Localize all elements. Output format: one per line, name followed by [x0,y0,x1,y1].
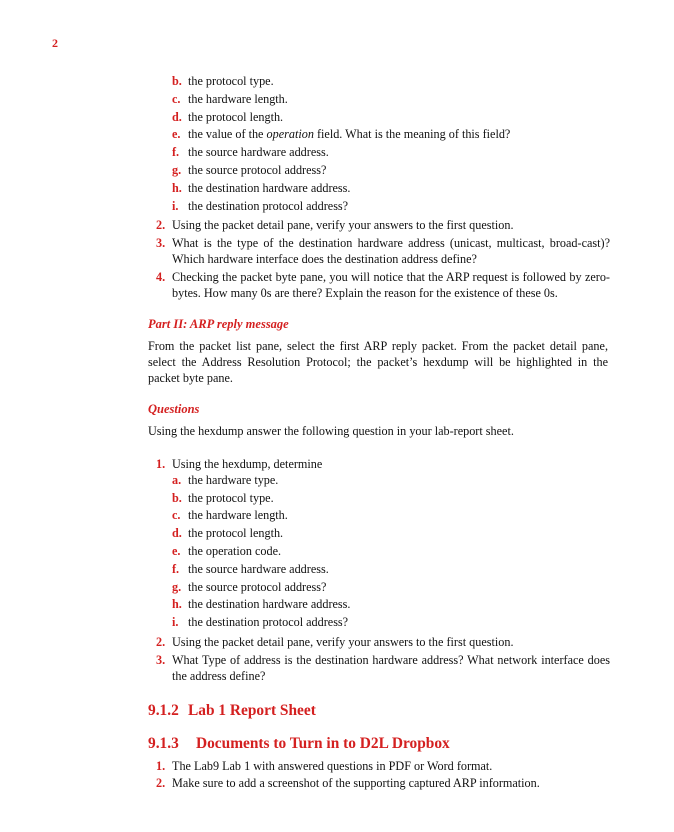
list-item [148,596,610,614]
item-label: 2. [156,218,166,233]
item-label: 1. [156,758,166,773]
item-label: a. [172,472,182,487]
numbered-item [148,652,610,684]
list-item [148,490,610,508]
item-text: the hardware length. [188,91,288,106]
section-title: Lab 1 Report Sheet [188,701,316,719]
section-title: Documents to Turn in to D2L Dropbox [196,734,450,752]
numbered-item [148,634,610,650]
item-text: the source hardware address. [188,561,329,576]
list-item [148,73,610,91]
item-label: 1. [156,456,166,471]
list-item [148,507,610,525]
item-text: Using the hexdump, determine [172,456,323,471]
numbered-item [148,217,610,233]
item-text: the destination hardware address. [188,597,351,612]
item-label: 2. [156,776,166,791]
item-label: h. [172,597,182,612]
item-text: the protocol type. [188,490,274,505]
part2-paragraph: From the packet list pane, select the first ARP reply packet. From the packet detail pane, select the Address Resolution Protocol; the packet’s hexdump will be highlighted in the packet byte pane. [148,338,608,385]
item-text: the source protocol address? [188,162,327,177]
item-label: 2. [156,634,166,649]
item-text-italic: operation [266,127,314,142]
numbered-item [148,235,610,267]
item-label: 4. [156,269,166,284]
questions-title: Questions [148,401,200,416]
section-heading-9-1-2 [148,701,610,721]
item-text: the destination protocol address? [188,198,349,213]
item-label: 3. [156,235,166,250]
item-text-pre: the value of the [188,127,267,142]
item-label: b. [172,490,182,505]
list-item [148,162,610,180]
item-text: Using the packet detail pane, verify your answers to the first question. [172,634,514,649]
section-number: 9.1.3 [148,734,179,752]
item-label: h. [172,180,182,195]
item-text: the protocol type. [188,74,274,88]
numbered-item [148,758,610,774]
item-text: Checking the packet byte pane, you will notice that the ARP request is followed by zero-bytes. How many 0s are there? Explain the reason for the existence of these 0s. [172,269,610,300]
item-text: What is the type of the destination hardware address (unicast, multicast, broad-cast)? Which hardware interface does the destination address define? [172,235,610,266]
item-label: c. [172,91,181,106]
list-item [148,543,610,561]
item-text: the source protocol address? [188,579,327,594]
item-text: the hardware type. [188,472,279,487]
section-heading-9-1-3 [148,734,610,754]
item-text: the source hardware address. [188,145,329,160]
list-item [148,144,610,162]
item-label: i. [172,198,179,213]
item-label: g. [172,162,182,177]
numbered-item [148,775,610,791]
item-text-post: field. What is the meaning of this field? [313,127,511,142]
item-text: the destination protocol address? [188,615,349,630]
item-label: 3. [156,652,166,667]
item-label: e. [172,543,181,558]
page-number: 2 [52,36,58,50]
item-text: Make sure to add a screenshot of the supporting captured ARP information. [172,776,540,791]
list-item [148,614,610,632]
list-item [148,126,610,144]
item-text: What Type of address is the destination hardware address? What network interface does the address define? [172,652,610,683]
list-item [148,579,610,597]
list-item [148,198,610,216]
item-label: d. [172,109,182,124]
item-label: g. [172,579,182,594]
item-text: the operation code. [188,543,282,558]
list-item [148,180,610,198]
questions-intro: Using the hexdump answer the following question in your lab-report sheet. [148,423,514,438]
list-item [148,91,610,109]
item-label: c. [172,508,181,523]
list-item [148,525,610,543]
list-item [148,109,610,127]
item-label: f. [172,145,180,160]
item-label: b. [172,74,182,88]
item-text: the destination hardware address. [188,180,351,195]
part2-title: Part II: ARP reply message [148,316,289,331]
item-text: the hardware length. [188,508,288,523]
item-label: i. [172,615,179,630]
item-text: Using the packet detail pane, verify your answers to the first question. [172,218,514,233]
list-item [148,561,610,579]
item-label: d. [172,526,182,541]
item-text: The Lab9 Lab 1 with answered questions in PDF or Word format. [172,758,493,773]
page-content [148,73,610,791]
item-text: the protocol length. [188,526,284,541]
item-label: f. [172,561,180,576]
item-text: the protocol length. [188,109,284,124]
item-label: e. [172,127,181,142]
section-number: 9.1.2 [148,701,179,719]
numbered-item [148,456,610,472]
numbered-item [148,269,610,301]
list-item [148,472,610,490]
